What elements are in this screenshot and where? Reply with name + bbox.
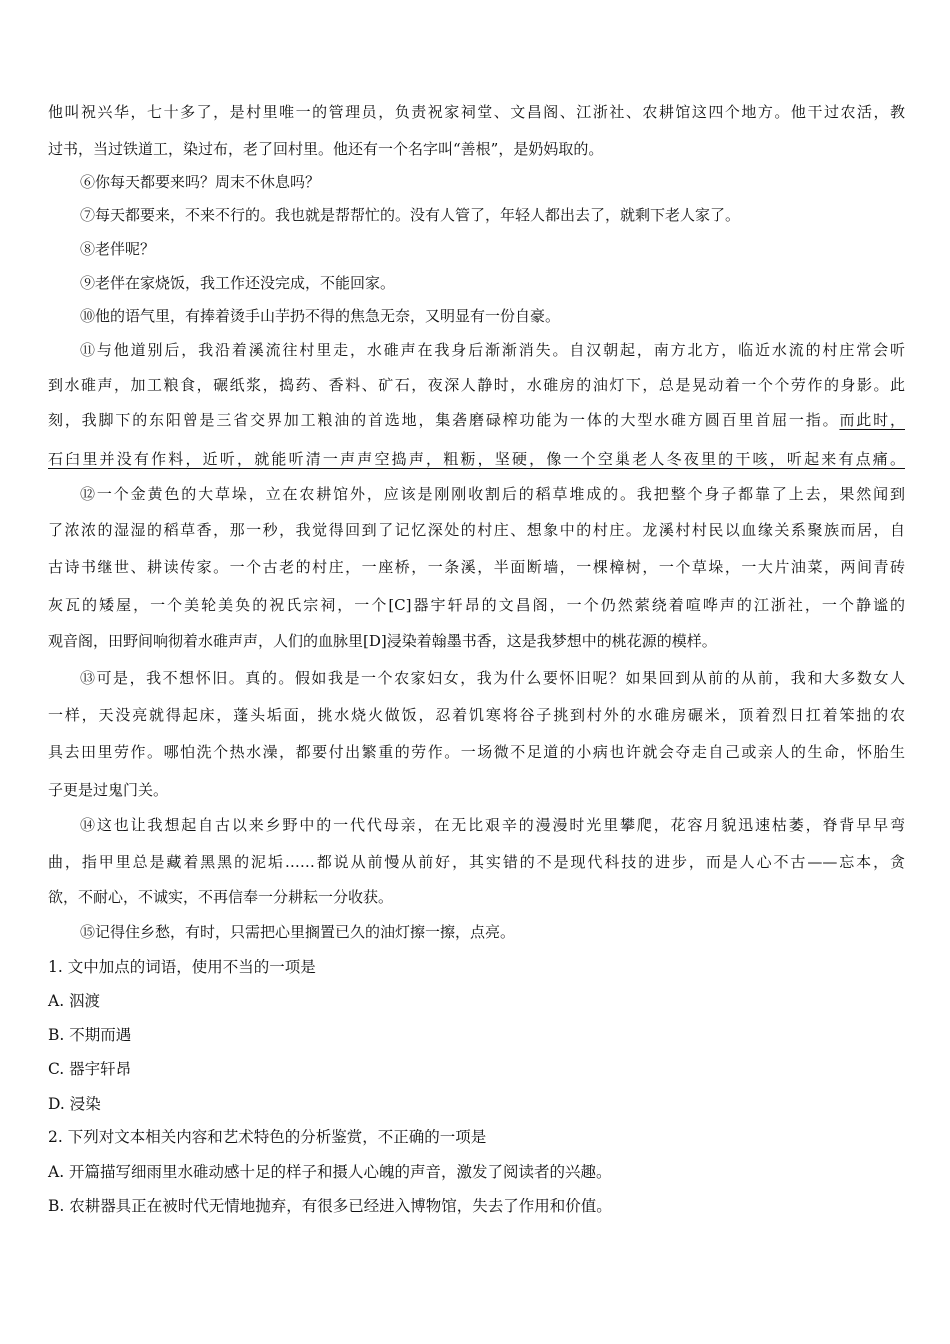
- line-text: ⑥你每天都要来吗？周末不休息吗？: [80, 173, 321, 191]
- text-line: [80, 272, 905, 294]
- line-text: 欲，不耐心，不诚实，不再信奉一分耕耘一分收获。: [48, 888, 394, 906]
- text-line: [80, 171, 905, 193]
- line-text: 曲，指甲里总是藏着黑黑的泥垢……都说从前慢从前好，其实错的不是现代科技的进步，而是人心不古——忘本，贪: [48, 853, 905, 871]
- text-line: [48, 409, 905, 431]
- answer-option: D. 浸染: [48, 1095, 101, 1113]
- line-text: 具去田里劳作。哪怕洗个热水澡，都要付出繁重的劳作。一场微不足道的小病也许就会夺走自己或亲人的生命，怀胎生: [48, 743, 905, 761]
- line-text: ⑪与他道别后，我沿着溪流往村里走，水碓声在我身后渐渐消失。自汉朝起，南方北方，临近水流的村庄常会听: [80, 341, 905, 359]
- text-line: [48, 519, 905, 541]
- text-line: [80, 305, 905, 327]
- line-text: ⑦每天都要来，不来不行的。我也就是帮帮忙的。没有人管了，年轻人都出去了，就剩下老人家了。: [80, 206, 741, 224]
- text-line: [48, 556, 905, 578]
- line-text: 古诗书继世、耕读传家。一个古老的村庄，一座桥，一条溪，半面断墙，一棵樟树，一个草垛，一大片油菜，两间青砖: [48, 558, 905, 576]
- line-text: 一样，天没亮就得起床，蓬头垢面，挑水烧火做饭，忍着饥寒将谷子挑到村外的水碓房碾米，顶着烈日扛着笨拙的农: [48, 706, 905, 724]
- line-text: 他叫祝兴华，七十多了，是村里唯一的管理员，负责祝家祠堂、文昌阁、江浙社、农耕馆这四个地方。他干过农活，教: [48, 103, 905, 121]
- underlined-text: 石臼里并没有作料，近听，就能听清一声声空捣声，粗粝，坚硬，像一个空巢老人冬夜里的干咳，听起来有点痛。: [48, 450, 905, 468]
- text-line: [48, 704, 905, 726]
- line-text: ⑮记得住乡愁，有时，只需把心里搁置已久的油灯擦一擦，点亮。: [80, 923, 516, 941]
- text-line: [48, 630, 905, 652]
- underlined-text: 而此时，: [839, 411, 905, 429]
- answer-option: B. 农耕器具正在被时代无情地抛弃，有很多已经进入博物馆，失去了作用和价值。: [48, 1197, 612, 1215]
- text-line: [80, 483, 905, 505]
- answer-option: B. 不期而遇: [48, 1026, 132, 1044]
- text-line: [80, 204, 905, 226]
- answer-option: A. 泅渡: [48, 992, 101, 1010]
- line-text: ⑨老伴在家烧饭，我工作还没完成，不能回家。: [80, 274, 396, 292]
- line-text: 到水碓声，加工粮食，碾纸浆，捣药、香料、矿石，夜深人静时，水碓房的油灯下，总是晃动着一个个劳作的身影。此: [48, 376, 905, 394]
- text-line: [48, 779, 905, 801]
- line-text: 观音阁，田野间响彻着水碓声声，人们的血脉里[D]浸染着翰墨书香，这是我梦想中的桃花源的模样。: [48, 632, 717, 650]
- text-line: [80, 921, 905, 943]
- answer-option: C. 器宇轩昂: [48, 1060, 132, 1078]
- text-line: [48, 138, 905, 160]
- text-line: [48, 741, 905, 763]
- line-text: 灰瓦的矮屋，一个美轮美奂的祝氏宗祠，一个[C]器宇轩昂的文昌阁，一个仍然萦绕着喧哗声的江浙社，一个静谧的: [48, 596, 905, 614]
- line-text: 刻，我脚下的东阳曾是三省交界加工粮油的首选地，集砻磨碌榨功能为一体的大型水碓方圆百里首屈一指。: [48, 411, 840, 429]
- answer-option: A. 开篇描写细雨里水碓动感十足的样子和摄人心魄的声音，激发了阅读者的兴趣。: [48, 1163, 612, 1181]
- text-line: [80, 238, 905, 260]
- line-text: ⑧老伴呢？: [80, 240, 156, 258]
- text-line: [80, 667, 905, 689]
- text-line: [80, 814, 905, 836]
- line-text: ⑬可是，我不想怀旧。真的。假如我是一个农家妇女，我为什么要怀旧呢？如果回到从前的从前，我和大多数女人: [80, 669, 905, 687]
- text-line: [80, 339, 905, 361]
- text-line: [48, 851, 905, 873]
- question-stem: 2. 下列对文本相关内容和艺术特色的分析鉴赏，不正确的一项是: [48, 1128, 487, 1146]
- line-text: 过书，当过铁道工，染过布，老了回村里。他还有一个名字叫“善根”，是奶妈取的。: [48, 140, 604, 158]
- question-stem: 1. 文中加点的词语，使用不当的一项是: [48, 958, 316, 976]
- line-text: ⑩他的语气里，有捧着烫手山芋扔不得的焦急无奈，又明显有一份自豪。: [80, 307, 561, 325]
- line-text: ⑫一个金黄色的大草垛，立在农耕馆外，应该是刚刚收割后的稻草堆成的。我把整个身子都靠了上去，果然闻到: [80, 485, 905, 503]
- text-line: [48, 594, 905, 616]
- line-text: ⑭这也让我想起自古以来乡野中的一代代母亲，在无比艰辛的漫漫时光里攀爬，花容月貌迅速枯萎，脊背早早弯: [80, 816, 905, 834]
- text-line: [48, 374, 905, 396]
- text-line: [48, 448, 905, 470]
- text-line: [48, 101, 905, 123]
- text-line: [48, 886, 905, 908]
- line-text: 子更是过鬼门关。: [48, 781, 169, 799]
- line-text: 了浓浓的湿湿的稻草香，那一秒，我觉得回到了记忆深处的村庄、想象中的村庄。龙溪村村民以血缘关系聚族而居，自: [48, 521, 905, 539]
